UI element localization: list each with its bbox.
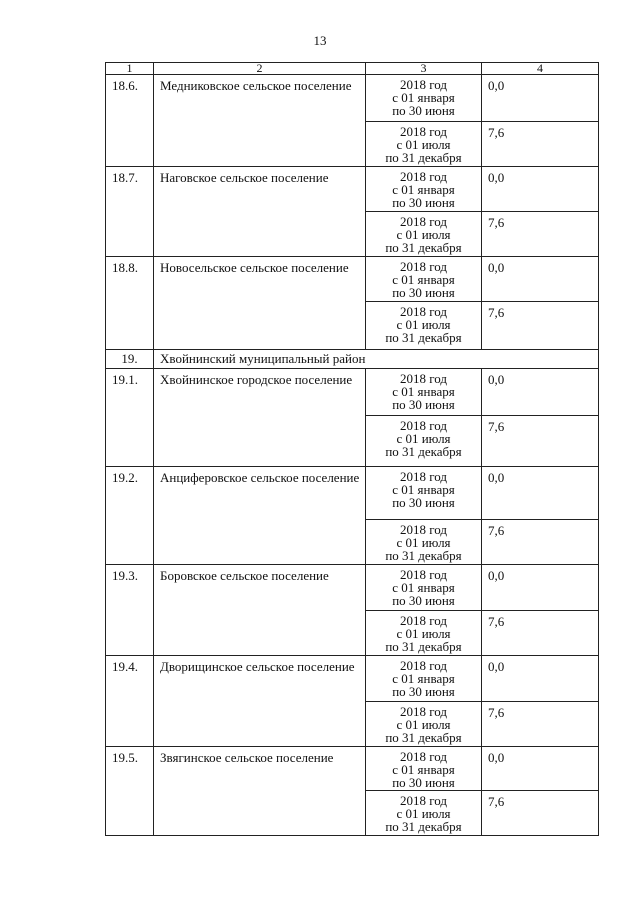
period-year: 2018 год xyxy=(400,704,447,719)
table-row xyxy=(106,467,599,520)
row-number: 19.3. xyxy=(106,565,154,656)
header-cell: 2 xyxy=(154,63,366,75)
period-to: по 30 июня xyxy=(392,195,455,210)
period-from: с 01 июля xyxy=(396,806,451,821)
period-to: по 30 июня xyxy=(392,684,455,699)
period-year: 2018 год xyxy=(400,522,447,537)
header-cell: 1 xyxy=(106,63,154,75)
period-year: 2018 год xyxy=(400,567,447,582)
period-cell xyxy=(366,75,482,122)
period-cell xyxy=(366,167,482,212)
header-row xyxy=(106,63,599,75)
rate-value: 7,6 xyxy=(482,791,599,836)
rate-value: 7,6 xyxy=(482,122,599,167)
period-year: 2018 год xyxy=(400,749,447,764)
period-from: с 01 января xyxy=(392,90,455,105)
period-cell xyxy=(366,520,482,565)
period-cell xyxy=(366,565,482,611)
row-number: 18.8. xyxy=(106,257,154,350)
settlement-name: Звягинское сельское поселение xyxy=(154,747,366,836)
section-row xyxy=(106,350,599,369)
settlement-name: Новосельское сельское поселение xyxy=(154,257,366,350)
period-year: 2018 год xyxy=(400,214,447,229)
period-year: 2018 год xyxy=(400,304,447,319)
section-title: Хвойнинский муниципальный район xyxy=(154,350,599,369)
period-from: с 01 января xyxy=(392,384,455,399)
period-cell xyxy=(366,467,482,520)
row-number: 18.6. xyxy=(106,75,154,167)
settlement-name: Наговское сельское поселение xyxy=(154,167,366,257)
period-year: 2018 год xyxy=(400,124,447,139)
period-to: по 31 декабря xyxy=(385,548,462,563)
rate-value: 0,0 xyxy=(482,75,599,122)
rate-value: 7,6 xyxy=(482,416,599,467)
period-from: с 01 июля xyxy=(396,317,451,332)
period-year: 2018 год xyxy=(400,793,447,808)
rate-value: 0,0 xyxy=(482,747,599,791)
period-to: по 31 декабря xyxy=(385,639,462,654)
page-number: 13 xyxy=(313,33,327,48)
rate-value: 7,6 xyxy=(482,212,599,257)
table-row xyxy=(106,747,599,791)
header-cell: 3 xyxy=(366,63,482,75)
row-number: 19.1. xyxy=(106,369,154,467)
table-row xyxy=(106,75,599,122)
settlement-name: Боровское сельское поселение xyxy=(154,565,366,656)
settlement-name: Анциферовское сельское поселение xyxy=(154,467,366,565)
period-year: 2018 год xyxy=(400,169,447,184)
period-cell xyxy=(366,791,482,836)
period-from: с 01 января xyxy=(392,762,455,777)
period-to: по 30 июня xyxy=(392,103,455,118)
period-from: с 01 января xyxy=(392,671,455,686)
period-to: по 31 декабря xyxy=(385,150,462,165)
period-from: с 01 января xyxy=(392,482,455,497)
period-to: по 31 декабря xyxy=(385,819,462,834)
row-number: 19.2. xyxy=(106,467,154,565)
period-year: 2018 год xyxy=(400,418,447,433)
period-to: по 30 июня xyxy=(392,397,455,412)
rate-value: 0,0 xyxy=(482,257,599,302)
period-cell xyxy=(366,257,482,302)
period-to: по 30 июня xyxy=(392,285,455,300)
table-row xyxy=(106,167,599,212)
period-to: по 31 декабря xyxy=(385,730,462,745)
rate-value: 0,0 xyxy=(482,565,599,611)
table-row xyxy=(106,565,599,611)
table-row xyxy=(106,257,599,302)
rate-value: 7,6 xyxy=(482,520,599,565)
rate-value: 7,6 xyxy=(482,611,599,656)
rate-value: 7,6 xyxy=(482,302,599,350)
period-from: с 01 июля xyxy=(396,535,451,550)
period-cell xyxy=(366,212,482,257)
rate-value: 0,0 xyxy=(482,467,599,520)
rate-value: 7,6 xyxy=(482,702,599,747)
period-cell xyxy=(366,122,482,167)
period-cell xyxy=(366,416,482,467)
settlement-name: Хвойнинское городское поселение xyxy=(154,369,366,467)
period-year: 2018 год xyxy=(400,259,447,274)
period-year: 2018 год xyxy=(400,658,447,673)
period-from: с 01 июля xyxy=(396,431,451,446)
period-year: 2018 год xyxy=(400,613,447,628)
row-number: 19.5. xyxy=(106,747,154,836)
table-row xyxy=(106,656,599,702)
period-cell xyxy=(366,656,482,702)
rate-value: 0,0 xyxy=(482,656,599,702)
period-to: по 31 декабря xyxy=(385,444,462,459)
period-to: по 31 декабря xyxy=(385,240,462,255)
row-number: 18.7. xyxy=(106,167,154,257)
period-from: с 01 июля xyxy=(396,227,451,242)
header-cell: 4 xyxy=(482,63,599,75)
rate-value: 0,0 xyxy=(482,167,599,212)
settlement-name: Медниковское сельское поселение xyxy=(154,75,366,167)
table-row xyxy=(106,369,599,416)
period-to: по 31 декабря xyxy=(385,330,462,345)
period-from: с 01 января xyxy=(392,182,455,197)
period-from: с 01 января xyxy=(392,272,455,287)
settlement-name: Дворищинское сельское поселение xyxy=(154,656,366,747)
period-from: с 01 января xyxy=(392,580,455,595)
period-cell xyxy=(366,747,482,791)
period-to: по 30 июня xyxy=(392,495,455,510)
period-cell xyxy=(366,302,482,350)
period-cell xyxy=(366,369,482,416)
period-year: 2018 год xyxy=(400,371,447,386)
data-table xyxy=(105,62,599,836)
row-number: 19.4. xyxy=(106,656,154,747)
period-year: 2018 год xyxy=(400,77,447,92)
period-to: по 30 июня xyxy=(392,593,455,608)
section-number: 19. xyxy=(106,350,154,369)
rate-value: 0,0 xyxy=(482,369,599,416)
period-from: с 01 июля xyxy=(396,137,451,152)
period-cell xyxy=(366,611,482,656)
period-cell xyxy=(366,702,482,747)
period-from: с 01 июля xyxy=(396,626,451,641)
period-from: с 01 июля xyxy=(396,717,451,732)
period-to: по 30 июня xyxy=(392,775,455,790)
period-year: 2018 год xyxy=(400,469,447,484)
